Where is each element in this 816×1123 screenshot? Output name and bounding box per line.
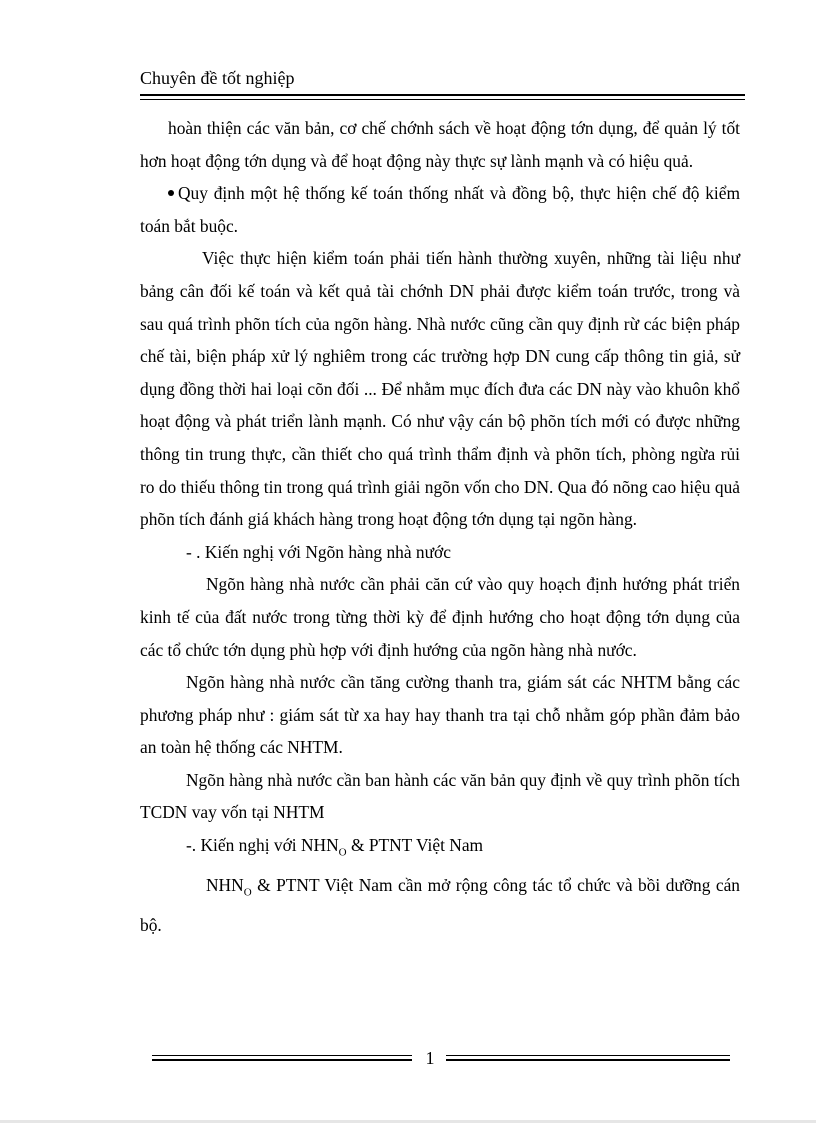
paragraph	[140, 869, 740, 942]
paragraph: hoàn thiện các văn bản, cơ chế chớnh sách về hoạt động tớn dụng, để quản lý tốt hơn hoạt động tớn dụng và để hoạt động này thực sự lành mạnh và có hiệu quả.	[140, 118, 740, 171]
paragraph: Ngõn hàng nhà nước cần ban hành các văn bản quy định về quy trình phõn tích TCDN vay vốn tại NHTM	[140, 769, 740, 823]
heading-subscript: O	[338, 846, 347, 859]
paragraph-prefix: NHN	[206, 875, 244, 896]
section-heading: - . Kiến nghị với Ngõn hàng nhà nước	[186, 541, 451, 562]
paragraph-subscript: O	[243, 886, 252, 899]
section-heading	[140, 829, 740, 869]
bullet-paragraph	[140, 177, 740, 242]
heading-suffix: & PTNT Việt Nam	[346, 835, 484, 856]
heading-prefix: -. Kiến nghị với NHN	[186, 835, 339, 856]
paragraph: Ngõn hàng nhà nước cần tăng cường thanh tra, giám sát các NHTM bằng các phương pháp như : giám sát từ xa hay hay thanh tra tại chỗ nhằm góp phần đảm bảo an toàn hệ thống các NHTM.	[140, 672, 740, 758]
paragraph: Việc thực hiện kiểm toán phải tiến hành thường xuyên, những tài liệu như bảng cân đối kế toán và kết quả tài chớnh DN phải được kiểm toán trước, trong và sau quá trình phõn tích của ngõn hàng. Nhà nước cũng cần quy định rừ các biện pháp chế tài, biện pháp xử lý nghiêm trong các trường hợp DN cung cấp thông tin giả, sử dụng đồng thời hai loại cõn đối ... Để nhằm mục đích đưa các DN này vào khuôn khổ hoạt động và phát triển lành mạnh. Có như vậy cán bộ phõn tích mới có được những thông tin trung thực, cần thiết cho quá trình thẩm định và phõn tích, phòng ngừa rủi ro do thiếu thông tin trong quá trình giải ngõn vốn cho DN. Qua đó nõng cao hiệu quả phõn tích đánh giá khách hàng trong hoạt động tớn dụng tại ngõn hàng.	[140, 248, 740, 530]
paragraph-text: Quy định một hệ thống kế toán thống nhất và đồng bộ, thực hiện chế độ kiểm toán bắt buộc.	[140, 183, 740, 236]
document-body	[140, 112, 740, 942]
footer-rule-left	[152, 1055, 412, 1061]
paragraph: Ngõn hàng nhà nước cần phải căn cứ vào quy hoạch định hướng phát triển kinh tế của đất nước trong từng thời kỳ để định hướng cho hoạt động tớn dụng của các tổ chức tớn dụng phù hợp với định hướng của ngõn hàng nhà nước.	[140, 574, 740, 660]
footer-rule-right	[446, 1055, 730, 1061]
bullet-icon	[168, 190, 174, 196]
page-header-title: Chuyên đề tốt nghiệp	[140, 68, 295, 88]
page-number: 1	[425, 1048, 435, 1068]
paragraph-suffix: & PTNT Việt Nam cần mở rộng công tác tổ chức và bồi dưỡng cán bộ.	[140, 875, 740, 936]
header-rule	[140, 94, 745, 100]
